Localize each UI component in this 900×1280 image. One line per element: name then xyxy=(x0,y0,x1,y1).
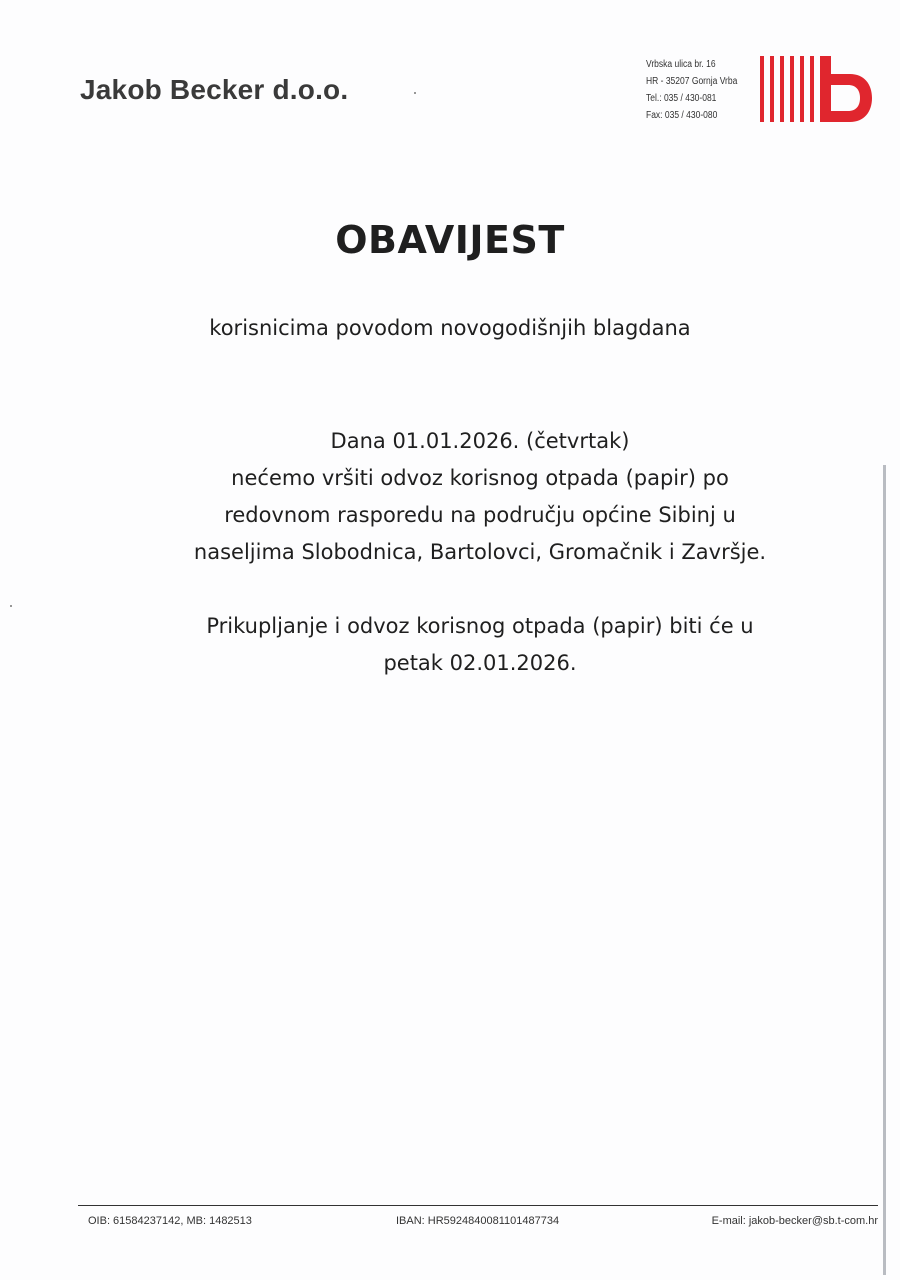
text-line: Dana 01.01.2026. (četvrtak) xyxy=(330,429,630,453)
text-line: nećemo vršiti odvoz korisnog otpada (papir) po xyxy=(231,466,729,490)
notice-subtitle: korisnicima povodom novogodišnjih blagdana xyxy=(209,316,691,340)
address-line: HR - 35207 Gornja Vrba xyxy=(646,76,738,87)
scan-speck xyxy=(414,92,416,94)
footer-oib-mb: OIB: 61584237142, MB: 1482513 xyxy=(88,1215,252,1227)
notice-paragraph-2 xyxy=(120,608,840,682)
company-address xyxy=(646,56,737,124)
footer-divider xyxy=(78,1205,878,1206)
jakob-becker-logo-icon xyxy=(758,56,873,122)
scan-edge-shadow xyxy=(883,465,886,1275)
notice-title: OBAVIJEST xyxy=(335,218,565,262)
text-line: naseljima Slobodnica, Bartolovci, Gromačnik i Završje. xyxy=(193,540,767,564)
company-name: Jakob Becker d.o.o. xyxy=(80,74,349,105)
notice-paragraph-1 xyxy=(120,423,840,571)
scan-speck xyxy=(10,605,12,607)
fax-line: Fax: 035 / 430-080 xyxy=(646,110,718,121)
text-line: Prikupljanje i odvoz korisnog otpada (papir) biti će u xyxy=(206,614,754,638)
text-line: petak 02.01.2026. xyxy=(383,651,577,675)
footer-iban: IBAN: HR5924840081101487734 xyxy=(396,1215,560,1227)
address-line: Vrbska ulica br. 16 xyxy=(646,59,716,70)
footer-email: E-mail: jakob-becker@sb.t-com.hr xyxy=(711,1215,878,1227)
text-line: redovnom rasporedu na području općine Sibinj u xyxy=(224,503,736,527)
phone-line: Tel.: 035 / 430-081 xyxy=(646,93,717,104)
